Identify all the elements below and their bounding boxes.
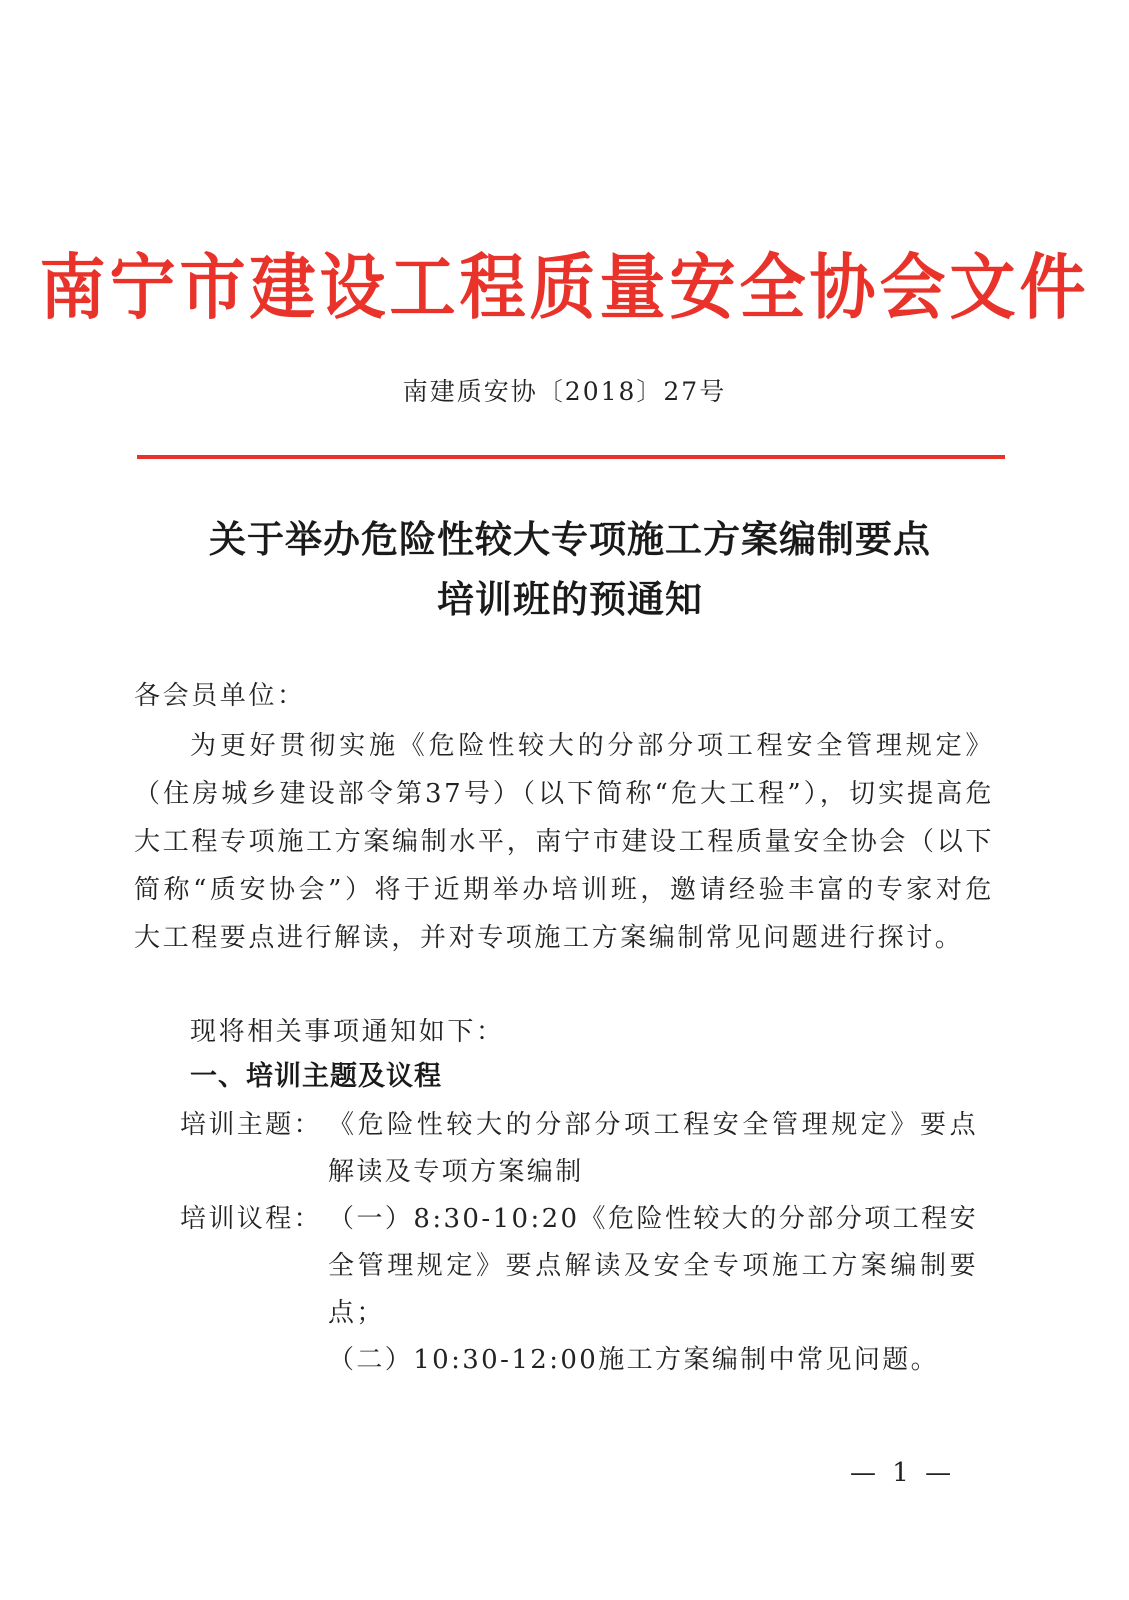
training-agenda-label: 培训议程： (180, 1204, 323, 1234)
title-line-1: 关于举办危险性较大专项施工方案编制要点 (209, 518, 931, 561)
title-line-2: 培训班的预通知 (437, 578, 703, 621)
salutation: 各会员单位： (134, 681, 306, 711)
training-agenda-list (328, 1196, 978, 1384)
training-topic-row (180, 1102, 1000, 1196)
intro-paragraph: 为更好贯彻实施《危险性较大的分部分项工程安全管理规定》（住房城乡建设部令第37号）（以下简称“危大工程”），切实提高危大工程专项施工方案编制水平，南宁市建设工程质量安全协会（以下简称“质安协会”）将于近期举办培训班，邀请经验丰富的专家对危大工程要点进行解读，并对专项施工方案编制常见问题进行探讨。 (134, 731, 994, 953)
training-topic-content: 《危险性较大的分部分项工程安全管理规定》要点解读及专项方案编制 (328, 1110, 978, 1187)
agenda-item: （一）8:30-10:20《危险性较大的分部分项工程安全管理规定》要点解读及安全专项施工方案编制要点； (328, 1204, 978, 1328)
document-number: 南建质安协〔2018〕27号 (402, 377, 727, 406)
agenda-item: （二）10:30-12:00施工方案编制中常见问题。 (328, 1345, 940, 1375)
notice-lead-paragraph: 现将相关事项通知如下： (190, 1017, 505, 1047)
document-title (120, 510, 1020, 630)
training-agenda-row (180, 1196, 1000, 1384)
training-topic-label: 培训主题： (180, 1110, 323, 1140)
section-heading-topic-agenda: 一、培训主题及议程 (190, 1061, 442, 1092)
page-number: — 1 — (850, 1458, 956, 1488)
organization-header: 南宁市建设工程质量安全协会文件 (39, 245, 1090, 330)
red-divider-line (137, 455, 1005, 459)
